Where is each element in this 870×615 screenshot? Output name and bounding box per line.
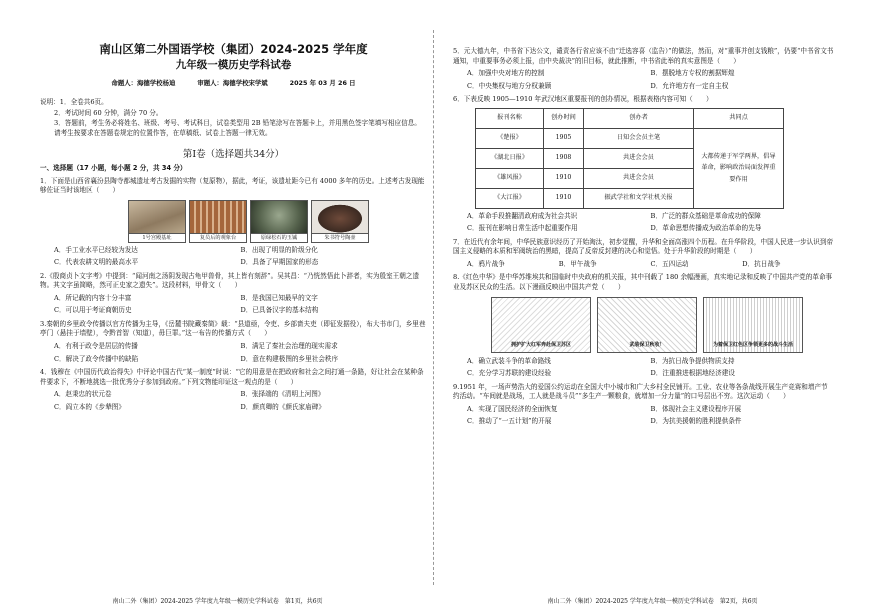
artifact-image	[250, 200, 308, 243]
cartoon-image	[597, 297, 697, 353]
exam-title: 南山区第二外国语学校（集团）2024-2025 学年度	[99, 42, 368, 56]
exam-date: 2025 年 03 月 26 日	[289, 78, 356, 87]
cartoon-caption: 拥护扩大红军奔赴保卫苏区	[510, 342, 571, 349]
question-8-options	[453, 357, 834, 379]
table-cell: 1905	[544, 128, 584, 148]
option[interactable]: C．可以用于考证商朝历史	[54, 306, 132, 315]
page-right	[435, 0, 870, 615]
question-3-options	[40, 342, 427, 364]
option[interactable]: B．满足了秦社会治理的现实需求	[240, 341, 338, 350]
option[interactable]: D．革命思想传播成为政治革命的先导	[650, 224, 762, 233]
question-8: 8.《红色中华》是中华苏维埃共和国临时中央政府的机关报，其中刊载了 180 余幅漫画，真实地记录和反映了中国共产党的革命事业及苏区民众的生活。以下漫画反映出中国共产党（ ）	[453, 273, 833, 292]
cartoon-image	[703, 297, 803, 353]
table-header: 报刊名称	[476, 108, 544, 128]
table-cell: 1908	[544, 148, 584, 168]
option[interactable]: A．确立武装斗争的革命路线	[467, 356, 551, 365]
table-common-cell: 大都传递于军学两界，倡导革命，影响政治局面发挥重要作用	[694, 128, 784, 208]
cartoon-caption: 武装保卫秋收！	[629, 342, 665, 349]
section-title: 第Ⅰ卷（选择题共34分）	[182, 149, 285, 161]
question-3: 3.秦朝的乡里政令传播以官方传播为主导，《岳麓书院藏秦简》载：“县道亟，令吏、乡部啬夫吏（即征发据役），布大书市门，乡里巷亭门（悬挂于墙壁），令黔首智（知道），毋巨罪。”这一布告的传播方式（ ）	[40, 319, 426, 338]
table-header: 创办时间	[544, 108, 584, 128]
question-6: 6．下表反映 1905—1910 年武汉地区重要报刊的创办情况，根据表格内容可知（ ）	[453, 95, 713, 104]
question-2-options	[40, 294, 427, 316]
table-header: 共同点	[694, 108, 784, 128]
part-title: 一、选择题（17 小题，每小题 2 分，共 34 分）	[40, 163, 187, 172]
pottery-vessel-photo	[311, 200, 369, 234]
table-cell: 日知会会员主笔	[584, 128, 694, 148]
artifact-image	[128, 200, 186, 243]
option[interactable]: C．代表农耕文明的最高水平	[54, 258, 139, 267]
table-header-row	[476, 108, 784, 128]
page-footer-right: 南山二外（集团）2024-2025 学年度九年级一模历史学科试卷 第2页，共6页	[547, 598, 758, 606]
question-1-options	[40, 246, 427, 268]
question-7: 7．在近代有余年间，中华民族意识经历了开始淘汰，初步觉醒，升华和全面高涨四个历程。在升华阶段，中国人民进一步认识到帝国主义侵略的本质和军阀统治的黑暗，提高了反帝反封建的决心和觉悟。处于升华阶段的时期是（ ）	[453, 237, 834, 256]
instruction-3: 3．答题前，考生务必将姓名、班级、考号、考试科目，试卷类型用 2B 铅笔涂写在答题卡上，并用黑色签字笔填写相应信息。请考生按要求在答题卷规定的位置作答，在草稿纸、试卷上答题一律无效。	[54, 119, 421, 137]
image-caption: 朱书符号陶壶	[311, 234, 369, 243]
table-cell: 1910	[544, 188, 584, 208]
option[interactable]: C．解决了政令传播中的缺陷	[54, 354, 139, 363]
option[interactable]: D．颜真卿的《颜氏家庙碑》	[240, 402, 325, 411]
question-1: 1．下面是山西省襄汾县陶寺都城遗址考古发掘的实物（复原物），据此，考证，该遗址距今已有 4000 多年的历史。上述考古发现能够佐证当时该地区（ ）	[40, 176, 425, 195]
option[interactable]: D．已具备汉字的基本结构	[240, 306, 319, 315]
option[interactable]: B．甲午战争	[558, 259, 597, 268]
option[interactable]: D．具备了早期国家的形态	[240, 258, 319, 267]
image-caption: 原绿松石的玉铖	[250, 234, 308, 243]
option[interactable]: B．摆脱地方专权的割据辉煌	[650, 69, 735, 78]
table-cell: 振武学社和文学社机关报	[584, 188, 694, 208]
question-2: 2.《殷商贞卜文字考》中提到：“闻河南之汤阴发现古龟甲兽骨，其上皆有刻辞”。吴其昌：“乃恍然悟此卜辞者，实为殷室王朝之遗物。其文字虽简略，然可正史家之遗失”。这段材料，甲骨文（ ）	[40, 271, 420, 290]
option[interactable]: A．赵秉忠的状元卷	[54, 390, 112, 399]
artifact-image	[311, 200, 369, 243]
image-caption: 1号宫殿基址	[128, 234, 186, 243]
option[interactable]: A．有利于政令是居层的传播	[54, 341, 138, 350]
instruction-2: 2．考试时间 60 分钟，满分 70 分。	[54, 108, 163, 117]
question-4: 4．钱穆在《中国历代政治得失》中评论中国古代“某一制度”时说：“它的用意是在把政府和社会之间打通一条路，好让社会在某种条件要求下，不断地挑选一批优秀分子参加到政府。”下列文物能印证这一观点的是（ ）	[40, 368, 424, 386]
table-row	[476, 128, 784, 148]
table-cell: 《楚报》	[476, 128, 544, 148]
newspaper-table	[475, 108, 784, 209]
table-cell: 共进会会员	[584, 168, 694, 188]
option[interactable]: C．报刊在影响日常生活中起重要作用	[467, 224, 578, 233]
option[interactable]: B．是我国已知最早的文字	[240, 293, 318, 302]
jade-axe-photo	[250, 200, 308, 234]
question-9: 9.1951 年，一场声势浩大的爱国公约运动在全国大中小城市和广大乡村全民铺开。工业、农业等各条战线开展生产竞赛和增产节约活动。“车间就是战场，工人就是战斗员”“多生产一颗粮食，就增加一分力量”的口号层出不穷。这次运动（ ）	[453, 382, 828, 401]
option[interactable]: C．推动了“一五计划”的开展	[467, 417, 552, 426]
option[interactable]: A．实现了国民经济的全面恢复	[467, 404, 558, 413]
exam-subtitle: 九年级一模历史学科试卷	[175, 58, 292, 71]
option[interactable]: C．中央集权与地方分权兼顾	[467, 81, 552, 90]
table-header: 创办者	[584, 108, 694, 128]
option[interactable]: A．所记载的内容十分丰富	[54, 293, 132, 302]
option[interactable]: D．为抗美援朝的胜利提供条件	[650, 417, 742, 426]
palace-foundation-photo	[128, 200, 186, 234]
cartoon-image	[491, 297, 591, 353]
option[interactable]: A．鸦片战争	[467, 259, 505, 268]
artifact-image	[189, 200, 247, 243]
question-9-options	[453, 405, 834, 427]
observatory-photo	[189, 200, 247, 234]
cartoon-caption: 为着保卫红色区争领更多的战斗生活	[712, 342, 793, 349]
table-cell: 1910	[544, 168, 584, 188]
option[interactable]: A．加强中央对地方的控制	[467, 69, 545, 78]
page-divider	[433, 30, 434, 585]
question-1-images	[40, 200, 427, 243]
author-setter: 命题人：海德学校杨迪	[111, 78, 176, 87]
option[interactable]: B．张择端的《清明上河图》	[240, 390, 325, 399]
option[interactable]: A．革命手段推翻清政府成为社会共识	[467, 211, 578, 220]
author-line	[40, 79, 427, 88]
page-right-content	[453, 44, 834, 431]
option[interactable]: D．抗日战争	[742, 259, 781, 268]
option[interactable]: D．意在构建极图的乡里社会秩序	[240, 354, 339, 363]
question-4-options	[40, 390, 427, 412]
table-cell: 共进会会员	[584, 148, 694, 168]
option[interactable]: C．五四运动	[650, 259, 689, 268]
question-7-options	[453, 260, 834, 270]
question-5: 5．元大德九年，中书省下达公文，谴责各行省应该不由“迁选容喜（监告）”的做法，然而，对“重事并创支钱粮”，仍要“中书省文书通知，申重要事务必须上报，由中央裁决”的旧目标，就此推断，中书省此举的真实意图是（ ）	[453, 47, 834, 65]
question-5-options	[453, 69, 834, 91]
image-caption: 复员后的观象台	[189, 234, 247, 243]
option[interactable]: B．体现社会主义建设程序开展	[650, 404, 742, 413]
exam-instructions	[40, 98, 427, 138]
table-cell: 《大江报》	[476, 188, 544, 208]
option[interactable]: B．广泛的群众基础是革命成功的保障	[650, 211, 761, 220]
page-left-content	[40, 42, 427, 416]
author-reviewer: 审题人：海德学校宋学斌	[197, 78, 268, 87]
option[interactable]: A．手工业水平已经较为发达	[54, 245, 138, 254]
table-cell: 《雄风报》	[476, 168, 544, 188]
option[interactable]: C．阎立本的《步辇图》	[54, 402, 125, 411]
table-cell: 《湖北日报》	[476, 148, 544, 168]
option[interactable]: B．为抗日战争提供物质支持	[650, 356, 735, 365]
page-footer-left: 南山二外（集团）2024-2025 学年度九年级一模历史学科试卷 第1页，共6页	[112, 598, 323, 606]
option[interactable]: D．允许地方有一定自主权	[650, 81, 729, 90]
question-6-options	[453, 212, 834, 234]
option[interactable]: C．充分学习苏联的建设经验	[467, 369, 552, 378]
question-8-cartoons	[453, 297, 834, 353]
option[interactable]: B．出现了明显的阶级分化	[240, 245, 318, 254]
instruction-1: 说明：1．全卷共6页。	[40, 98, 108, 107]
option[interactable]: D．注重推进根据地经济建设	[650, 369, 735, 378]
